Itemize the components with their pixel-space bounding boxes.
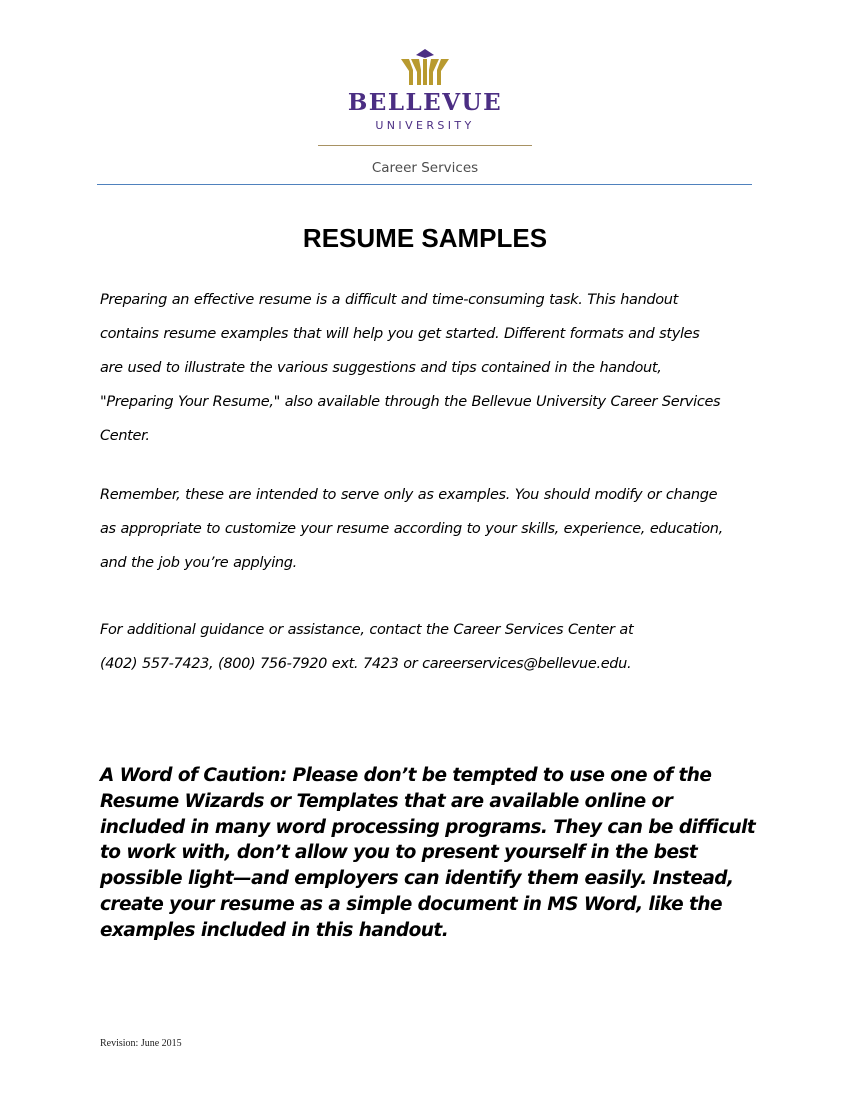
intro-paragraph: Preparing an effective resume is a difficult and time-consuming task. This handout contains resume examples that will help you get started. Different formats and styles are used to illustrate the various suggestions and tips contained in the handout, "Preparing Your Resume," also available through the Bellevue University Career Services Center. bbox=[100, 292, 721, 444]
page-title: RESUME SAMPLES bbox=[302, 223, 548, 253]
logo-subtitle: UNIVERSITY bbox=[375, 119, 475, 132]
reminder-paragraph: Remember, these are intended to serve only as examples. You should modify or change as appropriate to customize your resume according to your skills, experience, education, and the job you’re applying. bbox=[100, 487, 723, 571]
logo-divider bbox=[318, 145, 532, 146]
university-logo bbox=[339, 48, 511, 138]
caution-note: A Word of Caution: Please don’t be tempted to use one of the Resume Wizards or Templates that are available online or included in many word processing programs. They can be difficult to work with, don’t allow you to present yourself in the best possible light—and employers can identify them easily. Instead, create your resume as a simple document in MS Word, like the examples included in this handout. bbox=[100, 765, 756, 941]
bellevue-crest-icon bbox=[400, 48, 450, 86]
revision-date: Revision: June 2015 bbox=[100, 1038, 182, 1049]
header-divider bbox=[97, 184, 752, 185]
logo-wordmark: BELLEVUE bbox=[347, 89, 503, 116]
contact-paragraph: For additional guidance or assistance, contact the Career Services Center at (402) 557-7423, (800) 756-7920 ext. 7423 or careerservices@bellevue.edu. bbox=[100, 622, 634, 672]
department-name: Career Services bbox=[371, 160, 479, 176]
